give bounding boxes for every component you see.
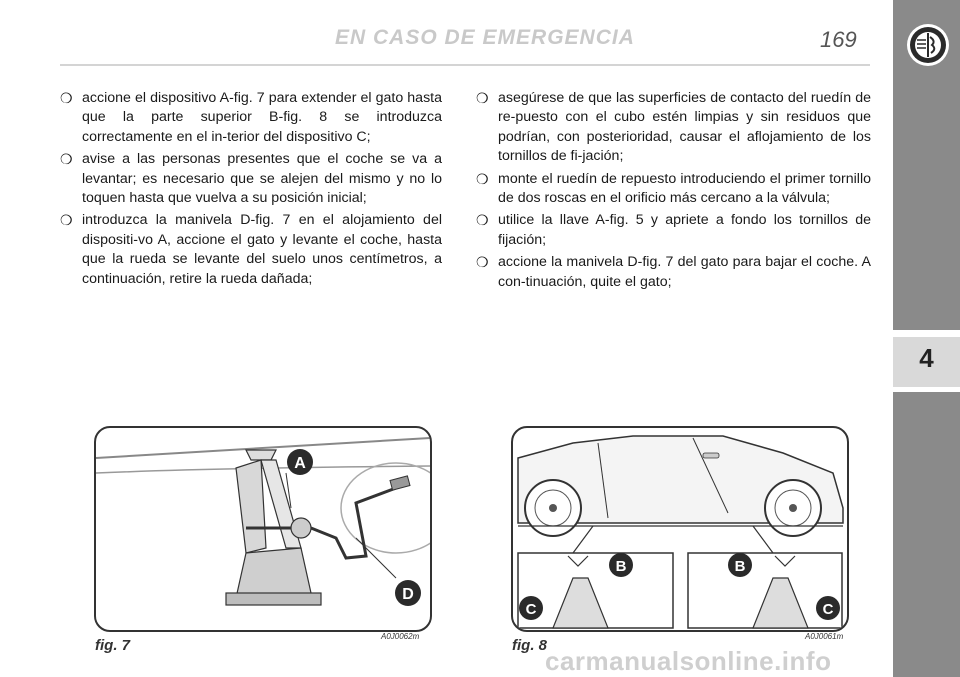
circle-bullet-icon: ❍ <box>476 212 489 229</box>
callout-a-label: A <box>294 455 306 472</box>
callout-c-right-label: C <box>822 601 834 618</box>
list-item <box>476 89 871 167</box>
figure-8-jack-points <box>511 426 849 632</box>
list-item-text: introduzca la manivela D-fig. 7 en el alojamiento del dispositi-vo A, accione el gato y levante el coche, hasta que la rueda se levante del suelo unos centímetros, a continuación, retire la rueda dañada; <box>82 212 442 287</box>
header-rule <box>60 64 870 66</box>
figure-8-caption: fig. 8 <box>512 637 548 654</box>
circle-bullet-icon: ❍ <box>476 90 489 106</box>
circle-bullet-icon: ❍ <box>60 90 73 106</box>
car-illustration <box>513 428 847 630</box>
circle-bullet-icon: ❍ <box>476 170 489 187</box>
page-number: 169 <box>820 27 857 52</box>
list-item-text: avise a las personas presentes que el coche se va a levantar; es necesario que se alejen del mismo y no lo toquen hasta que vuelva a su posición inicial; <box>82 151 442 207</box>
figure-8-code: A0J0061m <box>805 632 844 641</box>
circle-bullet-icon: ❍ <box>60 212 73 229</box>
callout-d-label: D <box>402 586 414 603</box>
jack-illustration <box>96 428 430 630</box>
list-item <box>60 150 442 208</box>
side-tab-bottom <box>893 392 960 677</box>
circle-bullet-icon: ❍ <box>476 254 489 271</box>
list-item <box>476 170 871 209</box>
right-column <box>476 89 871 295</box>
watermark: carmanualsonline.info <box>545 646 832 676</box>
section-title: EN CASO DE EMERGENCIA <box>335 26 635 49</box>
left-column <box>60 89 442 292</box>
callout-b-left-label: B <box>615 558 627 575</box>
list-item-text: accione el dispositivo A-fig. 7 para extender el gato hasta que la parte superior B-fig. 8 se introduzca correctamente en el in-terior del dispositivo C; <box>82 90 442 145</box>
list-item <box>60 211 442 289</box>
list-item-text: accione la manivela D-fig. 7 del gato para bajar el coche. A con-tinuación, quite el gato; <box>498 254 871 290</box>
figure-7-code: A0J0062m <box>381 632 420 641</box>
list-item-text: utilice la llave A-fig. 5 y apriete a fondo los tornillos de fijación; <box>498 212 871 248</box>
list-item <box>60 89 442 147</box>
chapter-number: 4 <box>919 343 934 373</box>
list-item-text: monte el ruedín de repuesto introduciendo el primer tornillo de dos roscas en el orificio más cercano a la válvula; <box>498 170 871 207</box>
callout-b-right-label: B <box>734 558 746 575</box>
list-item-text: asegúrese de que las superficies de contacto del ruedín de re-puesto con el cubo estén limpias y sin residuos que podrían, con posterioridad, causar el aflojamiento de los tornillos de fi-jación; <box>498 90 871 165</box>
brand-logo-icon <box>906 23 950 67</box>
figure-7-jack <box>94 426 432 632</box>
list-item <box>476 253 871 292</box>
figure-7-caption: fig. 7 <box>95 637 131 654</box>
circle-bullet-icon: ❍ <box>60 151 73 168</box>
callout-c-left-label: C <box>525 601 537 618</box>
list-item <box>476 211 871 250</box>
